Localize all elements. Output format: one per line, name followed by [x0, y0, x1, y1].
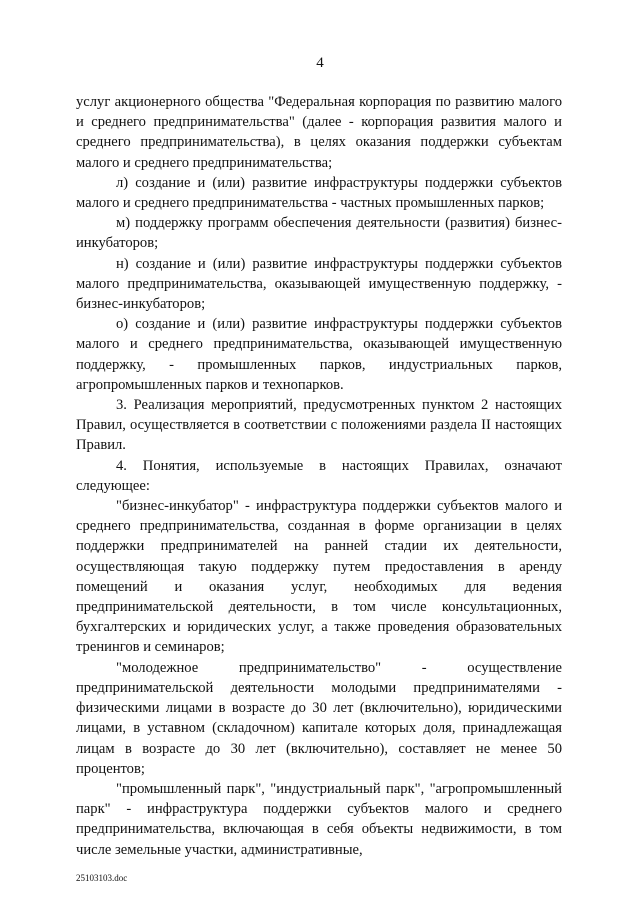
paragraph: о) создание и (или) развитие инфраструктуры поддержки субъектов малого и среднего предпринимательства, оказывающей имущественную поддержку, - промышленных парков, индустриальных парков, агропромышленных парков и технопарков.	[76, 316, 562, 393]
paragraph: услуг акционерного общества "Федеральная корпорация по развитию малого и среднего предпринимательства" (далее - корпорация развития малого и среднего предпринимательства), в целях оказания поддержки субъектам малого и среднего предпринимательства;	[76, 94, 562, 171]
paragraph: 3. Реализация мероприятий, предусмотренных пунктом 2 настоящих Правил, осуществляется в соответствии с положениями раздела II настоящих Правил.	[76, 397, 562, 454]
paragraph: "промышленный парк", "индустриальный парк", "агропромышленный парк" - инфраструктура поддержки субъектов малого и среднего предпринимательства, включающая в себя объекты недвижимости, в том числе земельные участки, административные,	[76, 780, 562, 858]
paragraph: 4. Понятия, используемые в настоящих Правилах, означают следующее:	[76, 457, 562, 494]
paragraph: "бизнес-инкубатор" - инфраструктура поддержки субъектов малого и среднего предпринимательства, созданная в форме организации в целях поддержки предпринимателей на ранней стадии их деятельности, осуществляющая такую поддержку путем предоставления в аренду помещений и оказания услуг, необходимых для ведения предпринимательской деятельности, в том числе консультационных, бухгалтерских и юридических услуг, а также проведения образовательных тренингов и семинаров;	[76, 498, 562, 656]
paragraph: м) поддержку программ обеспечения деятельности (развития) бизнес-инкубаторов;	[76, 215, 562, 252]
body-text	[76, 92, 562, 860]
paragraph: "молодежное предпринимательство" - осуществление предпринимательской деятельности молодыми предпринимателями - физическими лицами в возрасте до 30 лет (включительно), юридическими лицами, в уставном (складочном) капитале которых доля, принадлежащая лицам в возрасте до 30 лет (включительно), составляет не менее 50 процентов;	[76, 659, 562, 777]
footer-filename: 25103103.doc	[76, 873, 128, 883]
page-number: 4	[316, 55, 324, 71]
paragraph: н) создание и (или) развитие инфраструктуры поддержки субъектов малого предпринимательства, оказывающей имущественную поддержку, - бизнес-инкубаторов;	[76, 255, 562, 313]
paragraph: л) создание и (или) развитие инфраструктуры поддержки субъектов малого и среднего предпринимательства - частных промышленных парков;	[76, 174, 562, 212]
